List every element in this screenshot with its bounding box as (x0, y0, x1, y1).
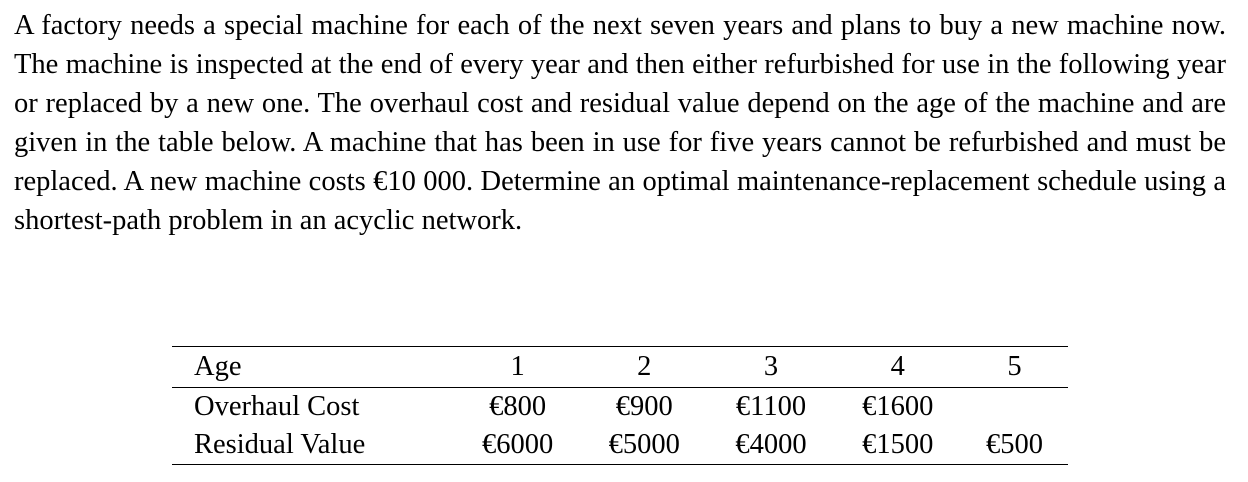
overhaul-cost-age-3: €1100 (735, 391, 807, 422)
table-row-residual-value (172, 426, 1068, 465)
overhaul-cost-age-2: €900 (615, 391, 673, 422)
age-header: Age (194, 351, 242, 382)
residual-value-age-5: €500 (986, 429, 1044, 460)
age-4-header: 4 (890, 351, 905, 382)
age-2-header: 2 (637, 351, 652, 382)
overhaul-cost-age-1: €800 (489, 391, 547, 422)
table-row-overhaul-cost (172, 388, 1068, 427)
overhaul-cost-label: Overhaul Cost (194, 391, 360, 422)
overhaul-cost-age-4: €1600 (862, 391, 934, 422)
table-header-row (172, 347, 1068, 388)
age-5-header: 5 (1007, 351, 1022, 382)
cost-table-container (172, 346, 1068, 465)
age-1-header: 1 (510, 351, 525, 382)
problem-statement: A factory needs a special machine for each of the next seven years and plans to buy a new machine now. The machine is inspected at the end of every year and then either refurbished for use in the following year or replaced by a new one. The overhaul cost and residual value depend on the age of the machine and are given in the table below. A machine that has been in use for five years cannot be refurbished and must be replaced. A new machine costs €10 000. Determine an optimal maintenance-replacement schedule using a shortest-path problem in an acyclic network. (14, 10, 1226, 236)
residual-value-age-3: €4000 (735, 429, 807, 460)
age-3-header: 3 (763, 351, 779, 382)
residual-value-label: Residual Value (194, 429, 366, 460)
residual-value-age-1: €6000 (481, 429, 554, 460)
residual-value-age-2: €5000 (608, 429, 680, 460)
overhaul-cost-age-5 (961, 388, 1068, 427)
cost-table (172, 346, 1068, 465)
residual-value-age-4: €1500 (862, 429, 934, 460)
